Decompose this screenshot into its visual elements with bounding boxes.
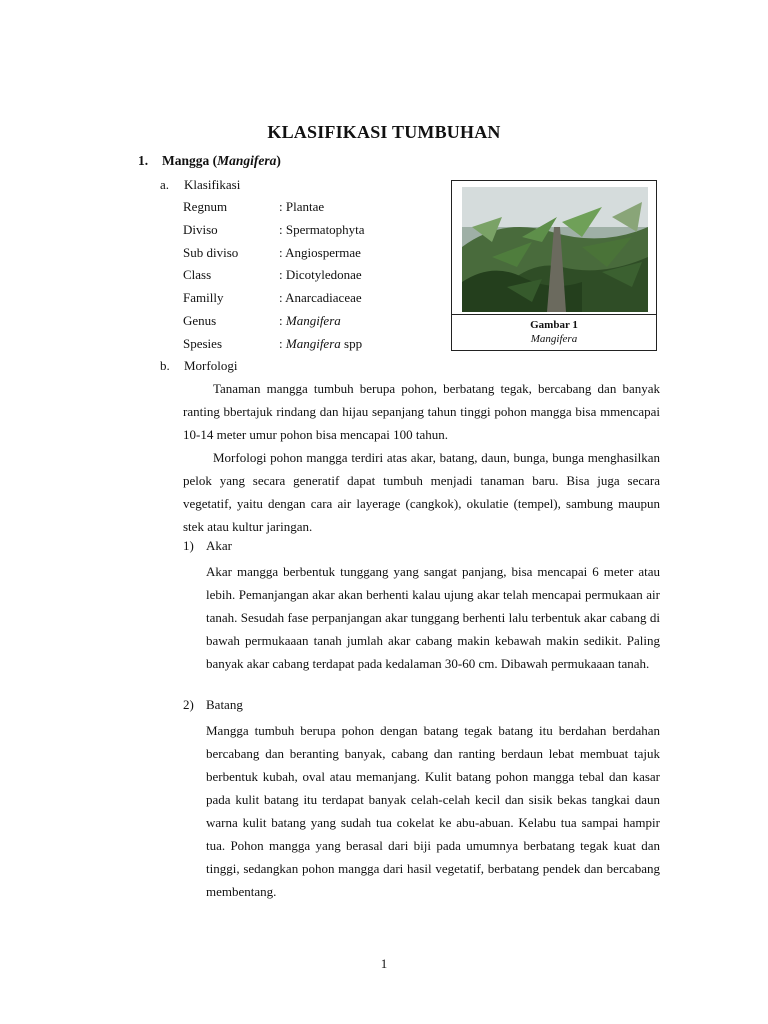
morfologi-paragraph: Morfologi pohon mangga terdiri atas akar, batang, daun, bunga, bunga menghasilkan pelok yang secara generatif dapat tumbuh menjadi tanaman baru. Bisa juga secara vegetatif, yaitu dengan cara air layerage (cangkok), okulatie (tempel), sambung maupun stek atau kultur jaringan. — [183, 450, 660, 534]
subsection-marker: a. — [160, 177, 170, 192]
taxonomy-value: : Angiospermae — [279, 244, 361, 260]
figure-caption-title: Gambar 1 — [530, 319, 578, 331]
taxonomy-value: : Anarcadiaceae — [279, 290, 362, 306]
taxonomy-row — [183, 313, 365, 336]
taxonomy-key: Familly — [183, 290, 224, 306]
taxonomy-value-suffix: spp — [340, 335, 363, 351]
taxonomy-value: : Plantae — [279, 199, 325, 214]
taxonomy-value — [279, 313, 341, 328]
taxonomy-key: Class — [183, 267, 212, 283]
section-number: 1. — [138, 153, 149, 168]
item-label: Akar — [206, 538, 232, 553]
item-paragraph: Mangga tumbuh berupa pohon dengan batang tegak batang itu berdahan berdahan bercabang dan beranting banyak, cabang dan ranting berdaun lebat membuat tajuk berbentuk kubah, oval atau memanjang. Kulit batang pohon mangga tebal dan kasar pada kulit batang itu terdapat banyak celah-celah kecil dan sisik bekas tangkai daun warna kulit batang yang sudah tua cokelat ke abu-abuan. Kelabu tua sampai hampir tua. Pohon mangga yang berasal dari biji pada umumnya berbatang tegak kuat dan tinggi, sedangkan pohon mangga dari hasil vegetatif, berbatang pendek dan bercabang membentang. — [206, 723, 660, 899]
mango-tree-illustration — [462, 187, 648, 312]
taxonomy-row — [183, 290, 365, 313]
item-marker: 1) — [183, 538, 194, 553]
taxonomy-row — [183, 245, 365, 268]
taxonomy-row — [183, 267, 365, 290]
taxonomy-key: Diviso — [183, 221, 218, 237]
subsection-morfologi — [160, 358, 237, 374]
taxonomy-value: : Spermatophyta — [279, 221, 365, 237]
taxonomy-value: : Dicotyledonae — [279, 267, 362, 283]
taxonomy-row — [183, 336, 365, 359]
subsection-marker: b. — [160, 358, 170, 373]
subsection-label: Klasifikasi — [184, 177, 241, 192]
item-label: Batang — [206, 697, 243, 712]
item-marker: 2) — [183, 697, 194, 712]
taxonomy-value-italic: Mangifera — [285, 312, 341, 328]
taxonomy-key: Regnum — [183, 199, 228, 214]
numbered-item-heading — [183, 697, 243, 713]
subsection-label: Morfologi — [184, 358, 238, 373]
taxonomy-row — [183, 222, 365, 245]
mango-tree-photo — [462, 187, 648, 312]
figure-caption-name: Mangifera — [530, 333, 578, 345]
section-label-before: Mangga ( — [162, 153, 218, 168]
item-paragraph: Akar mangga berbentuk tunggang yang sangat panjang, bisa mencapai 6 meter atau lebih. Pemanjangan akar akan berhenti kalau ujung akar telah mencapai permukaan air tanah. Sesudah fase perpanjangan akar tunggang berhenti lalu terbentuk akar cabang di bawah permukaaan tanah jumlah akar cabang makin kebawah makin sedikit. Paling banyak akar cabang terdapat pada kedalaman 30-60 cm. Dibawah permukaaan tanah. — [206, 564, 660, 671]
taxonomy-value-italic: Mangifera — [285, 335, 341, 351]
section-heading — [138, 153, 281, 169]
taxonomy-value — [279, 336, 362, 351]
taxonomy-key: Sub diviso — [183, 244, 239, 260]
taxonomy-value-prefix: : — [279, 312, 286, 328]
subsection-klasifikasi — [160, 177, 240, 193]
page-number: 1 — [380, 956, 388, 971]
morfologi-paragraph: Tanaman mangga tumbuh berupa pohon, berbatang tegak, bercabang dan banyak ranting bbertajuk rindang dan hijau sepanjang tahun tinggi pohon mangga bisa mmencapai 10-14 meter umur pohon bisa mencapai 100 tahun. — [183, 381, 660, 442]
figure-box — [451, 180, 657, 351]
taxonomy-value-prefix: : — [279, 335, 286, 351]
figure-divider — [452, 314, 656, 315]
taxonomy-key: Spesies — [183, 335, 222, 351]
taxonomy-key: Genus — [183, 312, 217, 328]
section-label-after: ) — [276, 153, 281, 168]
section-label-italic: Mangifera — [217, 153, 277, 168]
taxonomy-row — [183, 199, 365, 222]
page-title: KLASIFIKASI TUMBUHAN — [267, 122, 501, 142]
taxonomy-table — [183, 199, 365, 359]
numbered-item-heading — [183, 538, 232, 554]
